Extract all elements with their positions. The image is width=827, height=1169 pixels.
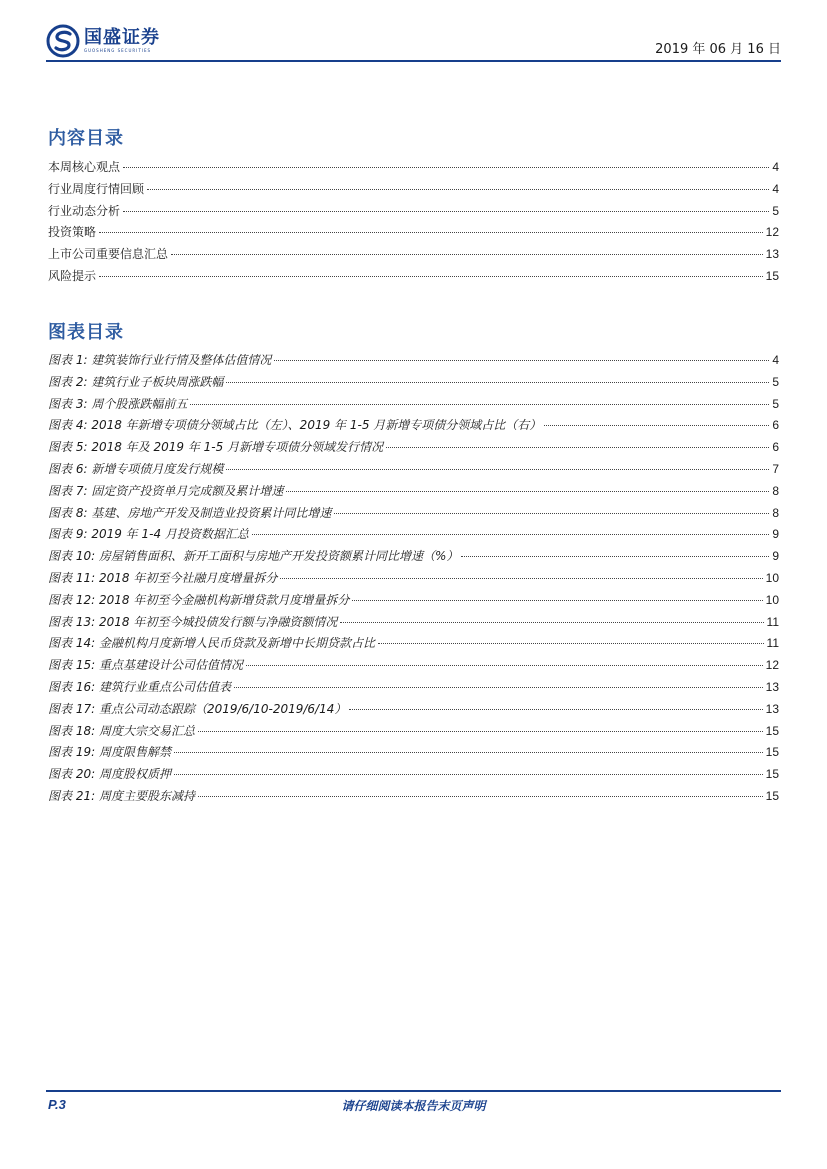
figure-number: 图表 7: xyxy=(48,483,88,498)
dot-leader xyxy=(378,643,764,644)
toc-entry-text: 基建、房地产开发及制造业投资累计同比增速 xyxy=(91,505,332,520)
toc-entry[interactable] xyxy=(48,700,779,722)
toc-entry-text: 2018 年初至今金融机构新增贷款月度增量拆分 xyxy=(98,592,350,607)
toc-entry-page: 8 xyxy=(772,483,779,498)
toc-entry-page: 12 xyxy=(765,658,779,673)
toc-entry-page: 4 xyxy=(772,353,779,367)
dot-leader xyxy=(198,796,763,797)
toc-entry-text: 本周核心观点 xyxy=(48,160,121,174)
toc-entry-label xyxy=(48,743,171,760)
dot-leader xyxy=(174,752,763,753)
toc-entry[interactable] xyxy=(48,613,779,635)
dot-leader xyxy=(461,556,769,557)
toc-entry[interactable] xyxy=(48,395,779,417)
toc-entry[interactable] xyxy=(48,525,779,547)
dot-leader xyxy=(349,709,762,710)
dot-leader xyxy=(274,360,769,361)
toc-entry[interactable] xyxy=(48,245,779,267)
toc-entry-label xyxy=(48,722,195,739)
toc-entry-page: 10 xyxy=(765,570,779,585)
toc-entry-text: 2018 年初至今社融月度增量拆分 xyxy=(98,570,278,585)
dot-leader xyxy=(99,276,763,277)
toc-entry-page: 8 xyxy=(772,505,779,520)
toc-entry[interactable] xyxy=(48,504,779,526)
toc-entry-label xyxy=(48,223,96,240)
toc-entry[interactable] xyxy=(48,267,779,289)
dot-leader xyxy=(386,447,769,448)
toc-entry[interactable] xyxy=(48,460,779,482)
toc-entry-page: 15 xyxy=(765,767,779,782)
toc-entry-text: 行业动态分析 xyxy=(48,203,121,218)
brand-name-en: GUOSHENG SECURITIES xyxy=(84,48,152,53)
dot-leader xyxy=(147,189,769,190)
figure-number: 图表 2: xyxy=(48,374,88,389)
toc-entry[interactable] xyxy=(48,591,779,613)
figure-number: 图表 9: xyxy=(48,527,88,542)
toc-entry-page: 9 xyxy=(772,549,779,564)
dot-leader xyxy=(234,687,763,688)
toc-entry-page: 5 xyxy=(772,396,779,411)
toc-entry[interactable] xyxy=(48,678,779,700)
toc-entry-page: 11 xyxy=(766,614,779,629)
dot-leader xyxy=(334,513,769,514)
figure-number: 图表 1: xyxy=(48,353,88,367)
toc-entry-label xyxy=(48,525,249,542)
toc-entry-text: 上市公司重要信息汇总 xyxy=(48,247,169,262)
toc-entry-page: 15 xyxy=(765,723,779,738)
toc-entry-label xyxy=(48,416,541,433)
toc-entry-text: 周个股涨跌幅前五 xyxy=(91,396,188,411)
toc-entry-text: 建筑装饰行业行情及整体估值情况 xyxy=(91,353,272,367)
toc-entry-text: 2018 年及 2019 年 1-5 月新增专项债分领域发行情况 xyxy=(91,440,384,455)
toc-entry[interactable] xyxy=(48,373,779,395)
toc-entry-page: 12 xyxy=(765,225,779,240)
toc-entry-text: 投资策略 xyxy=(48,225,97,240)
toc-entry-text: 风险提示 xyxy=(48,268,97,283)
figure-number: 图表 14: xyxy=(48,636,96,651)
dot-leader xyxy=(246,665,763,666)
toc-entry-text: 周度大宗交易汇总 xyxy=(98,723,195,738)
toc-entry-label xyxy=(48,180,144,197)
toc-entry-text: 2019 年 1-4 月投资数据汇总 xyxy=(91,527,249,542)
toc-entry-page: 4 xyxy=(772,160,779,174)
toc-entry-label xyxy=(48,395,187,412)
header-divider xyxy=(46,60,781,62)
dot-leader xyxy=(174,774,763,775)
toc-entry-text: 新增专项债月度发行规模 xyxy=(91,461,224,476)
toc-entry-page: 7 xyxy=(772,461,779,476)
toc-entry[interactable] xyxy=(48,180,779,202)
toc-entry-text: 建筑行业子板块周涨跌幅 xyxy=(91,374,224,389)
toc-entry-page: 15 xyxy=(765,788,779,803)
toc-entry-label xyxy=(48,460,223,477)
toc-entry[interactable] xyxy=(48,351,779,373)
toc-entry-label xyxy=(48,438,383,455)
toc-entry-page: 13 xyxy=(765,679,779,694)
figure-number: 图表 12: xyxy=(48,592,96,607)
toc-entry-page: 5 xyxy=(772,203,779,218)
footer-divider xyxy=(46,1090,781,1092)
dot-leader xyxy=(123,211,769,212)
figure-number: 图表 21: xyxy=(48,788,96,803)
figure-number: 图表 5: xyxy=(48,440,88,455)
figure-number: 图表 17: xyxy=(48,701,96,716)
toc-entry-label xyxy=(48,656,243,673)
page-number: P.3 xyxy=(48,1097,66,1112)
figure-number: 图表 3: xyxy=(48,396,88,411)
toc-entry-text: 2018 年初至今城投债发行额与净融资额情况 xyxy=(98,614,338,629)
dot-leader xyxy=(190,404,769,405)
dot-leader xyxy=(340,622,763,623)
toc-entry-label xyxy=(48,245,168,262)
page-header xyxy=(46,24,781,60)
dot-leader xyxy=(123,167,769,168)
toc-entry-label xyxy=(48,787,195,804)
toc-entry[interactable] xyxy=(48,569,779,591)
company-logo xyxy=(46,24,160,58)
toc-entry[interactable] xyxy=(48,202,779,224)
dot-leader xyxy=(99,232,763,233)
figure-number: 图表 13: xyxy=(48,614,96,629)
toc-entry-page: 10 xyxy=(765,592,779,607)
toc-entry-label xyxy=(48,373,223,390)
figure-number: 图表 8: xyxy=(48,505,88,520)
toc-entry-label xyxy=(48,482,283,499)
disclaimer-note: 请仔细阅读本报告末页声明 xyxy=(341,1099,486,1113)
dot-leader xyxy=(226,382,769,383)
toc-entry[interactable] xyxy=(48,722,779,744)
dot-leader xyxy=(286,491,769,492)
dot-leader xyxy=(171,254,763,255)
toc-entry-label xyxy=(48,504,331,521)
toc-entry[interactable] xyxy=(48,547,779,569)
toc-entry-page: 9 xyxy=(772,527,779,542)
toc-entry-text: 周度限售解禁 xyxy=(98,745,171,760)
toc-entry[interactable] xyxy=(48,158,779,180)
figure-number: 图表 19: xyxy=(48,745,96,760)
toc-entry-page: 4 xyxy=(772,181,779,196)
toc-entry[interactable] xyxy=(48,765,779,787)
guosheng-logo-icon xyxy=(46,24,80,58)
toc-entry-label xyxy=(48,591,349,608)
toc-entry-label xyxy=(48,547,458,564)
figure-number: 图表 10: xyxy=(48,549,96,564)
figure-number: 图表 11: xyxy=(48,570,96,585)
contents-list xyxy=(48,158,779,289)
toc-entry-text: 周度主要股东减持 xyxy=(98,788,195,803)
toc-entry-text: 固定资产投资单月完成额及累计增速 xyxy=(91,483,284,498)
figure-number: 图表 4: xyxy=(48,418,88,433)
figures-title: 图表目录 xyxy=(48,322,124,343)
figures-list xyxy=(48,351,779,809)
toc-entry-text: 2018 年新增专项债分领域占比（左）、2019 年 1-5 月新增专项债分领域占比（右） xyxy=(91,418,542,433)
toc-entry-label xyxy=(48,765,171,782)
toc-entry[interactable] xyxy=(48,743,779,765)
dot-leader xyxy=(544,425,769,426)
brand-name: 国盛证券 xyxy=(84,27,160,48)
dot-leader xyxy=(280,578,762,579)
toc-entry-page: 15 xyxy=(765,268,779,283)
toc-entry-text: 行业周度行情回顾 xyxy=(48,181,145,196)
toc-entry-label xyxy=(48,267,96,284)
toc-entry-text: 房屋销售面积、新开工面积与房地产开发投资额累计同比增速（%） xyxy=(98,549,459,564)
toc-entry[interactable] xyxy=(48,482,779,504)
toc-entry-page: 6 xyxy=(772,418,779,433)
toc-entry-text: 重点公司动态跟踪（2019/6/10-2019/6/14） xyxy=(98,701,347,716)
toc-entry[interactable] xyxy=(48,634,779,656)
toc-entry[interactable] xyxy=(48,438,779,460)
dot-leader xyxy=(198,731,763,732)
figure-number: 图表 18: xyxy=(48,723,96,738)
figure-number: 图表 20: xyxy=(48,767,96,782)
toc-entry-text: 金融机构月度新增人民币贷款及新增中长期贷款占比 xyxy=(98,636,375,651)
toc-entry-page: 11 xyxy=(766,636,779,651)
figure-number: 图表 15: xyxy=(48,658,96,673)
toc-entry-label xyxy=(48,613,337,630)
report-date: 2019 年 06 月 16 日 xyxy=(655,42,781,57)
toc-entry-label xyxy=(48,634,375,651)
toc-entry[interactable] xyxy=(48,787,779,809)
toc-entry-text: 周度股权质押 xyxy=(98,767,171,782)
toc-entry-page: 13 xyxy=(765,701,779,716)
dot-leader xyxy=(252,534,769,535)
figure-number: 图表 16: xyxy=(48,679,96,694)
toc-entry-text: 重点基建设计公司估值情况 xyxy=(98,658,243,673)
toc-entry-page: 6 xyxy=(772,440,779,455)
toc-entry-text: 建筑行业重点公司估值表 xyxy=(98,679,231,694)
toc-entry-page: 15 xyxy=(765,745,779,760)
figure-number: 图表 6: xyxy=(48,461,88,476)
dot-leader xyxy=(226,469,769,470)
toc-entry-page: 5 xyxy=(772,374,779,389)
toc-entry-label xyxy=(48,351,271,368)
toc-entry-label xyxy=(48,700,346,717)
contents-title: 内容目录 xyxy=(48,128,124,149)
dot-leader xyxy=(352,600,762,601)
toc-entry[interactable] xyxy=(48,223,779,245)
toc-entry-label xyxy=(48,678,231,695)
toc-entry-label xyxy=(48,202,120,219)
toc-entry-label xyxy=(48,569,277,586)
toc-entry[interactable] xyxy=(48,656,779,678)
toc-entry[interactable] xyxy=(48,416,779,438)
toc-entry-label xyxy=(48,158,120,175)
toc-entry-page: 13 xyxy=(765,247,779,262)
